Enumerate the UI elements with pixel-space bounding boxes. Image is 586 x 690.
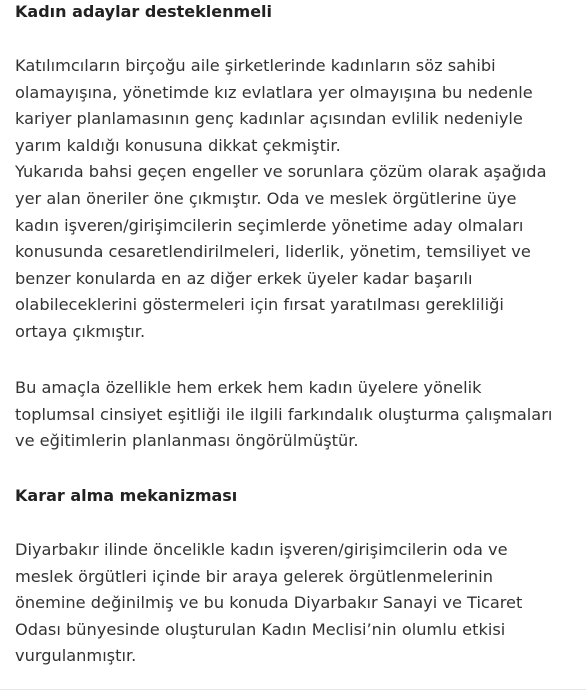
paragraph-womens-council	[15, 537, 522, 670]
paragraph-line: Bu amaçla özellikle hem erkek hem kadın üyelere yönelik	[15, 378, 482, 397]
paragraph-line: konusunda cesaretlendirilmeleri, liderlik, yönetim, temsiliyet ve	[15, 242, 531, 262]
paragraph-line: kadın işveren/girişimcilerin seçimlerde yönetime aday olmaları	[15, 215, 524, 235]
paragraph-line: ve eğitimlerin planlanması öngörülmüştür.	[15, 431, 359, 451]
paragraph-line: benzer konularda en az diğer erkek üyeler kadar başarılı	[15, 268, 473, 288]
paragraph-line: olabileceklerini göstermeleri için fırsat yaratılması gerekliliği	[15, 295, 504, 315]
paragraph-line: Yukarıda bahsi geçen engeller ve sorunlara çözüm olarak aşağıda	[15, 162, 547, 182]
section-heading-decision-making: Karar alma mekanizması	[15, 486, 238, 505]
paragraph-line: önemine değinilmiş ve bu konuda Diyarbakır Sanayi ve Ticaret	[15, 593, 523, 613]
paragraph-line: Odası bünyesinde oluşturulan Kadın Meclisi’nin olumlu etkisi	[15, 619, 506, 639]
paragraph-awareness-training	[15, 375, 552, 455]
section-heading-women-candidates: Kadın adaylar desteklenmeli	[15, 2, 273, 21]
paragraph-line: Katılımcıların birçoğu aile şirketlerinde kadınların söz sahibi	[15, 56, 496, 75]
paragraph-line: yer alan öneriler öne çıkmıştır. Oda ve meslek örgütlerine üye	[15, 188, 517, 208]
paragraph-line: yarım kaldığı konusuna dikkat çekmiştir.	[15, 135, 341, 155]
paragraph-line: olamayışına, yönetimde kız evlatlara yer olmayışına bu nedenle	[15, 82, 533, 102]
paragraph-line: vurgulanmıştır.	[15, 646, 137, 666]
paragraph-line: ortaya çıkmıştır.	[15, 321, 146, 341]
paragraph-obstacles-and-proposals	[15, 53, 547, 346]
paragraph-line: meslek örgütleri içinde bir araya gelerek örgütlenmelerinin	[15, 566, 493, 586]
paragraph-line: toplumsal cinsiyet eşitliği ile ilgili farkındalık oluşturma çalışmaları	[15, 404, 553, 424]
paragraph-line: Diyarbakır ilinde öncelikle kadın işveren/girişimcilerin oda ve	[15, 540, 508, 559]
paragraph-line: kariyer planlamasının genç kadınlar açısından evlilik nedeniyle	[15, 109, 523, 129]
